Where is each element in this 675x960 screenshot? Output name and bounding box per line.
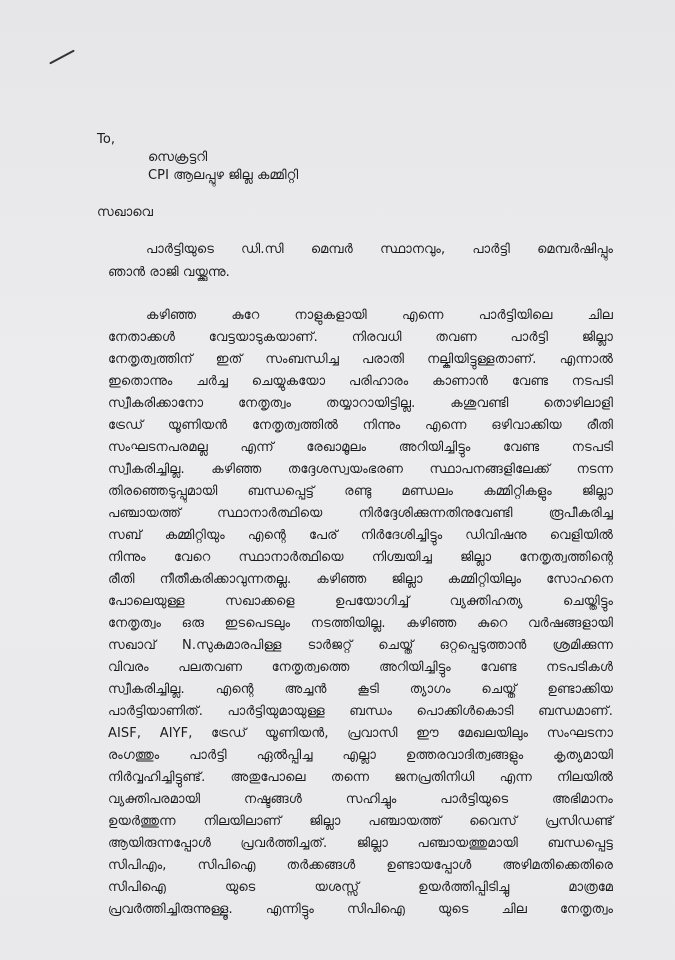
para2-line: പ്രവർത്തിച്ചിരുന്നുള്ളൂ. എന്നിട്ടും സിപിഐ യുടെ ചില നേതൃത്വം xyxy=(108,902,613,917)
para2-line: സിപിഎം, സിപിഐ തർക്കങ്ങൾ ഉണ്ടായപ്പോൾ അഴിമതിക്കെതിരെ xyxy=(108,858,613,873)
para2-line: സഖാവ് N.സുകുമാരപിള്ള ടാർജറ്റ് ചെയ്ത് ഒറ്റപ്പെടുത്താൻ ശ്രമിക്കുന്ന xyxy=(108,638,613,653)
addressee-org: CPI ആലപ്പുഴ ജില്ല കമ്മിറ്റി xyxy=(148,168,299,183)
para1-line: ഞാൻ രാജി വയ്ക്കുന്നു. xyxy=(108,265,230,280)
para2-line: നേതൃത്വം ഒരു ഇടപെടലും നടത്തിയില്ല. കഴിഞ്ഞ കുറെ വർഷങ്ങളായി xyxy=(108,616,613,631)
para2-line: നിന്നും വേറെ സ്ഥാനാർത്ഥിയെ നിശ്ചയിച്ച ജില്ലാ നേതൃത്വത്തിന്റെ xyxy=(108,550,613,565)
para2-line: ട്രേഡ് യൂണിയൻ നേതൃത്വത്തിൽ നിന്നും എന്നെ ഒഴിവാക്കിയ രീതി xyxy=(108,418,613,433)
para2-line: സംഘടനപരമല്ല എന്ന് രേഖാമൂലം അറിയിച്ചിട്ടും വേണ്ട നടപടി xyxy=(108,440,613,455)
para2-line: സബ് കമ്മിറ്റിയും എന്റെ പേര് നിർദേശിച്ചിട്ടും ഡിവിഷനു വെളിയിൽ xyxy=(108,528,613,543)
para2-line: നേതാക്കൾ വേട്ടയാടുകയാണ്. നിരവധി തവണ പാർട്ടി ജില്ലാ xyxy=(108,330,613,345)
para2-line: സിപിഐ യുടെ യശസ്സ് ഉയർത്തിപ്പിടിച്ചു മാത്രമേ xyxy=(108,880,613,895)
para2-line: ഇതൊന്നും ചർച്ച ചെയ്യുകയോ പരിഹാരം കാണാൻ വേണ്ട നടപടി xyxy=(108,374,613,389)
para2-line: വ്യക്തിപരമായി നഷ്ടങ്ങൾ സഹിച്ചും പാർട്ടിയുടെ അഭിമാനം xyxy=(108,792,613,807)
para2-line: നേതൃത്വത്തിന് ഇത് സംബന്ധിച്ച പരാതി നല്കിയിട്ടുള്ളതാണ്. എന്നാൽ xyxy=(108,352,613,367)
salutation: സഖാവെ xyxy=(97,205,154,220)
para2-line: പാർട്ടിയാണിത്. പാർട്ടിയുമായുള്ള ബന്ധം പൊക്കിൾകൊടി ബന്ധമാണ്. xyxy=(108,704,613,719)
para2-line: സ്വീകരിച്ചില്ല. കഴിഞ്ഞ തദ്ദേശസ്വയംഭരണ സ്ഥാപനങ്ങളിലേക്ക് നടന്ന xyxy=(108,462,613,477)
para2-line: സ്വീകരിക്കാനോ നേതൃത്വം തയ്യാറായിട്ടില്ല. കശുവണ്ടി തൊഴിലാളി xyxy=(108,396,613,411)
para1-line: പാർട്ടിയുടെ ഡി.സി മെമ്പർ സ്ഥാനവും, പാർട്ടി മെമ്പർഷിപ്പും xyxy=(146,242,613,257)
para2-line: രീതി നീതീകരിക്കാവുന്നതല്ല. കഴിഞ്ഞ ജില്ലാ കമ്മിറ്റിയിലും സോഹനെ xyxy=(108,572,613,587)
para2-line: നിർവ്വഹിച്ചിട്ടുണ്ട്. അതുപോലെ തന്നെ ജനപ്രതിനിധി എന്ന നിലയിൽ xyxy=(108,770,613,785)
para2-line: കഴിഞ്ഞ കുറേ നാളുകളായി എന്നെ പാർട്ടിയിലെ ചില xyxy=(146,308,613,323)
addressee-title: സെക്രട്ടറി xyxy=(148,150,208,165)
pen-mark xyxy=(49,50,75,65)
para2-line: രംഗത്തും പാർട്ടി ഏൽപ്പിച്ച എല്ലാ ഉത്തരവാദിത്വങ്ങളും കൃത്യമായി xyxy=(108,748,613,763)
para2-line: പഞ്ചായത്ത് സ്ഥാനാർത്ഥിയെ നിർദ്ദേശിക്കുന്നതിനുവേണ്ടി രൂപീകരിച്ച xyxy=(108,506,613,521)
para2-line: വിവരം പലതവണ നേതൃത്വത്തെ അറിയിച്ചിട്ടും വേണ്ട നടപടികൾ xyxy=(108,660,613,675)
para2-line: ആയിരുന്നപ്പോൾ പ്രവർത്തിച്ചത്. ജില്ലാ പഞ്ചായത്തുമായി ബന്ധപ്പെട്ട xyxy=(108,836,613,851)
para2-line: സ്വീകരിച്ചില്ല. എന്റെ അച്ചൻ കൂടി ത്യാഗം ചെയ്ത് ഉണ്ടാക്കിയ xyxy=(108,682,613,697)
para2-line: തിരഞ്ഞെടുപ്പുമായി ബന്ധപ്പെട്ട് രണ്ടു മണ്ഡലം കമ്മിറ്റികളും ജില്ലാ xyxy=(108,484,613,499)
para2-line: ഉയർത്തുന്ന നിലയിലാണ് ജില്ലാ പഞ്ചായത്ത് വൈസ് പ്രസിഡണ്ട് xyxy=(108,814,613,829)
addressee-to: To, xyxy=(97,132,116,147)
para2-line: പോലെയുള്ള സഖാക്കളെ ഉപയോഗിച്ച് വ്യക്തിഹത്യ ചെയ്തിട്ടും xyxy=(108,594,613,609)
para2-line: AISF, AIYF, ട്രേഡ് യൂണിയൻ, പ്രവാസി ഈ മേഖലയിലും സംഘടനാ xyxy=(108,726,613,741)
